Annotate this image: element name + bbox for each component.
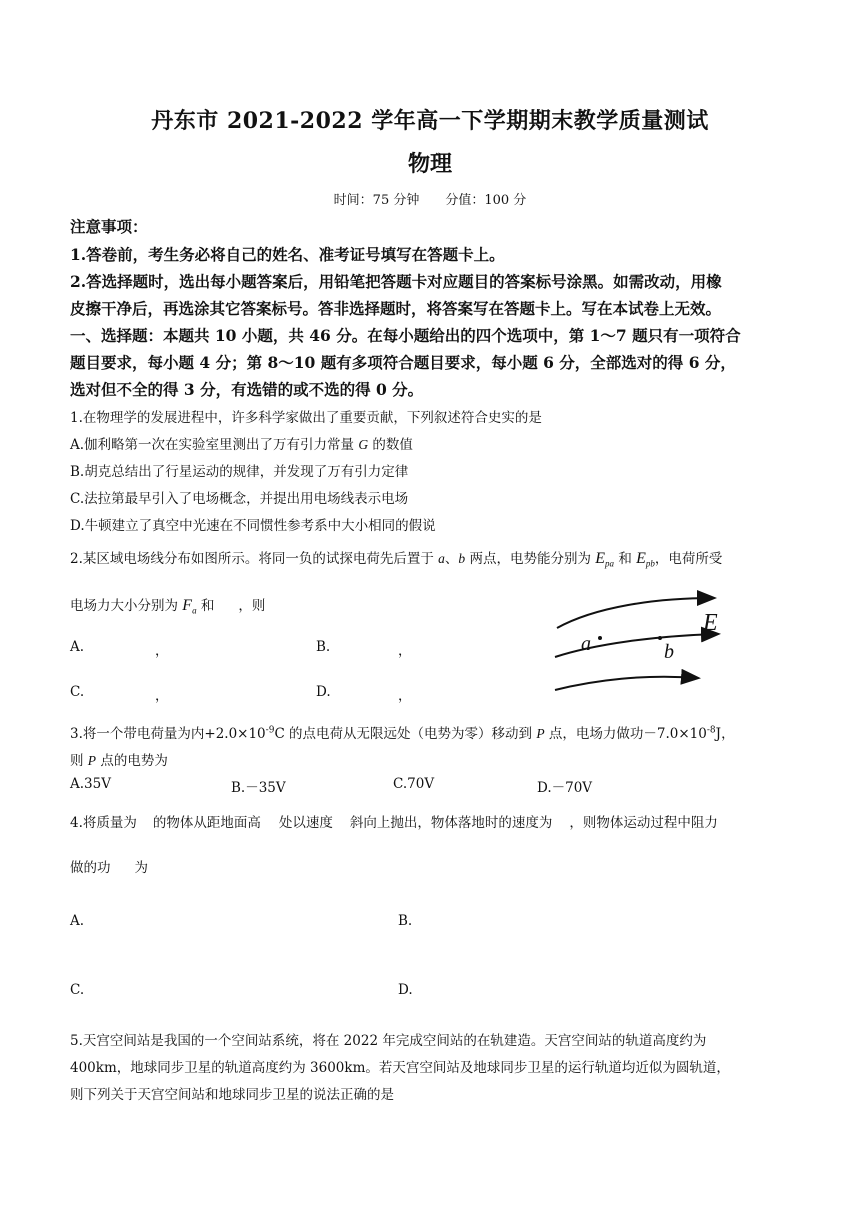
q2-text-5: 和 bbox=[196, 598, 215, 614]
q2-epa-sub: pa bbox=[605, 558, 615, 569]
q2-epb-sub: pb bbox=[645, 558, 655, 569]
q2-epa: E bbox=[595, 550, 606, 567]
notice-heading: 注意事项： bbox=[70, 217, 148, 236]
q4-text-6: 做的功 bbox=[70, 860, 111, 876]
q4-line-1 bbox=[70, 811, 718, 831]
q3-line-2 bbox=[70, 749, 168, 769]
section-1-line-1: 一、选择题：本题共 10 小题，共 46 分。在每小题给出的四个选项中，第 1～7 题只有一项符合 bbox=[70, 326, 741, 345]
q2-epb: E bbox=[636, 550, 646, 567]
q2-text-3: ，电荷所受 bbox=[654, 551, 723, 567]
q4-text-4: 斜向上抛出，物体落地时的速度为 bbox=[349, 815, 553, 831]
q2-text-4: 电场力大小分别为 bbox=[70, 598, 183, 614]
q3-exp-2: -8 bbox=[706, 725, 716, 736]
q3-text-3: 点，电场力做功－7.0×10 bbox=[544, 726, 707, 742]
q2-point-b: b bbox=[458, 551, 466, 566]
q2-option-a: A. bbox=[70, 639, 85, 655]
q4-line-2 bbox=[70, 856, 148, 876]
q1-option-c: C.法拉第最早引入了电场概念，并提出用电场线表示电场 bbox=[70, 491, 409, 507]
label-e: E bbox=[703, 610, 718, 636]
q3-text-1: 3.将一个带电荷量为内+2.0×10 bbox=[70, 726, 266, 742]
exam-meta bbox=[0, 189, 860, 208]
q1-stem: 1.在物理学的发展进程中，许多科学家做出了重要贡献，下列叙述符合史实的是 bbox=[70, 410, 542, 426]
notice-item-2-line-1: 2.答选择题时，选出每小题答案后，用铅笔把答题卡对应题目的答案标号涂黑。如需改动，用橡 bbox=[70, 272, 722, 291]
point-b-dot bbox=[658, 636, 662, 640]
q4-text-3: 处以速度 bbox=[278, 815, 333, 831]
subject-title: 物理 bbox=[407, 151, 452, 177]
field-line-bottom bbox=[555, 677, 697, 690]
q3-option-c: C.70V bbox=[393, 776, 435, 792]
q1-option-a-var: G bbox=[358, 437, 369, 452]
time-info: 时间：75 分钟 bbox=[333, 193, 420, 208]
q3-option-b: B.－35V bbox=[231, 780, 286, 796]
q2-fa-sub: a bbox=[192, 605, 197, 616]
q2-text-1: 2.某区域电场线分布如图所示。将同一负的试探电荷先后置于 bbox=[70, 551, 439, 567]
q2-option-d-comma: ， bbox=[398, 688, 412, 704]
field-line-middle bbox=[555, 634, 717, 657]
point-a-dot bbox=[598, 636, 602, 640]
q1-option-a-tail: 的数值 bbox=[368, 437, 413, 453]
q2-text-2: 两点，电势能分别为 bbox=[465, 551, 596, 567]
q3-option-a: A.35V bbox=[70, 776, 111, 792]
q3-line-1 bbox=[70, 722, 735, 742]
q2-fa: F bbox=[182, 597, 193, 614]
q3-point-p: P bbox=[536, 726, 545, 741]
section-1-line-2: 题目要求，每小题 4 分；第 8～10 题有多项符合题目要求，每小题 6 分，全部选对的得 6 分， bbox=[70, 353, 736, 372]
q1-option-a-text: A.伽利略第一次在实验室里测出了万有引力常量 bbox=[70, 437, 359, 453]
q2-line-2 bbox=[70, 594, 265, 616]
q2-point-a: a bbox=[438, 551, 445, 566]
q4-text-2: 的物体从距地面高 bbox=[152, 815, 261, 831]
q2-option-c: C. bbox=[70, 684, 85, 700]
q4-text-5: ，则物体运动过程中阻力 bbox=[569, 815, 718, 831]
label-a: a bbox=[581, 633, 591, 655]
q1-option-b: B.胡克总结出了行星运动的规律，并发现了万有引力定律 bbox=[70, 464, 409, 480]
q3-option-d: D.－70V bbox=[537, 780, 593, 796]
q2-and: 和 bbox=[614, 551, 637, 567]
q3-text-5: 则 bbox=[70, 753, 88, 769]
notice-item-1: 1.答卷前，考生务必将自己的姓名、准考证号填写在答题卡上。 bbox=[70, 245, 505, 264]
notice-item-2-line-2: 皮擦干净后，再选涂其它答案标号。答非选择题时，将答案写在答题卡上。写在本试卷上无效。 bbox=[70, 299, 722, 318]
q2-text-6: ，则 bbox=[238, 598, 266, 614]
label-b: b bbox=[664, 641, 674, 663]
q4-option-a: A. bbox=[70, 913, 85, 929]
q3-text-6: 点的电势为 bbox=[96, 753, 168, 769]
q2-option-b-comma: ， bbox=[398, 643, 412, 659]
q5-line-1: 5.天宫空间站是我国的一个空间站系统，将在 2022 年完成空间站的在轨建造。天宫空间站的轨道高度约为 bbox=[70, 1033, 707, 1049]
q2-sep: 、 bbox=[444, 551, 459, 567]
q3-point-p-2: P bbox=[87, 753, 97, 768]
q2-option-d: D. bbox=[316, 684, 331, 700]
q3-text-4: J， bbox=[715, 726, 735, 742]
q2-option-a-comma: ， bbox=[155, 643, 169, 659]
q2-line-1 bbox=[70, 547, 722, 569]
q1-option-d: D.牛顿建立了真空中光速在不同惯性参考系中大小相同的假说 bbox=[70, 518, 436, 534]
q4-text-1: 4.将质量为 bbox=[70, 815, 137, 831]
section-1-line-3: 选对但不全的得 3 分，有选错的或不选的得 0 分。 bbox=[70, 380, 424, 399]
q4-option-b: B. bbox=[398, 913, 413, 929]
q2-option-c-comma: ， bbox=[155, 688, 169, 704]
electric-field-figure bbox=[545, 582, 735, 694]
q3-text-2: C 的点电荷从无限远处（电势为零）移动到 bbox=[274, 726, 537, 742]
q5-line-2: 400km，地球同步卫星的轨道高度约为 3600km。若天宫空间站及地球同步卫星的运行轨道均近似为圆轨道， bbox=[70, 1060, 730, 1076]
q3-exp-1: -9 bbox=[265, 725, 275, 736]
q2-option-b: B. bbox=[316, 639, 331, 655]
q4-option-c: C. bbox=[70, 982, 85, 998]
field-line-top bbox=[557, 598, 713, 628]
q1-option-a bbox=[70, 433, 413, 453]
q4-option-d: D. bbox=[398, 982, 413, 998]
q5-line-3: 则下列关于天宫空间站和地球同步卫星的说法正确的是 bbox=[70, 1087, 394, 1103]
q4-text-7: 为 bbox=[134, 860, 148, 876]
exam-title: 丹东市 2021-2022 学年高一下学期期末教学质量测试 bbox=[151, 108, 709, 134]
score-info: 分值：100 分 bbox=[445, 193, 527, 208]
